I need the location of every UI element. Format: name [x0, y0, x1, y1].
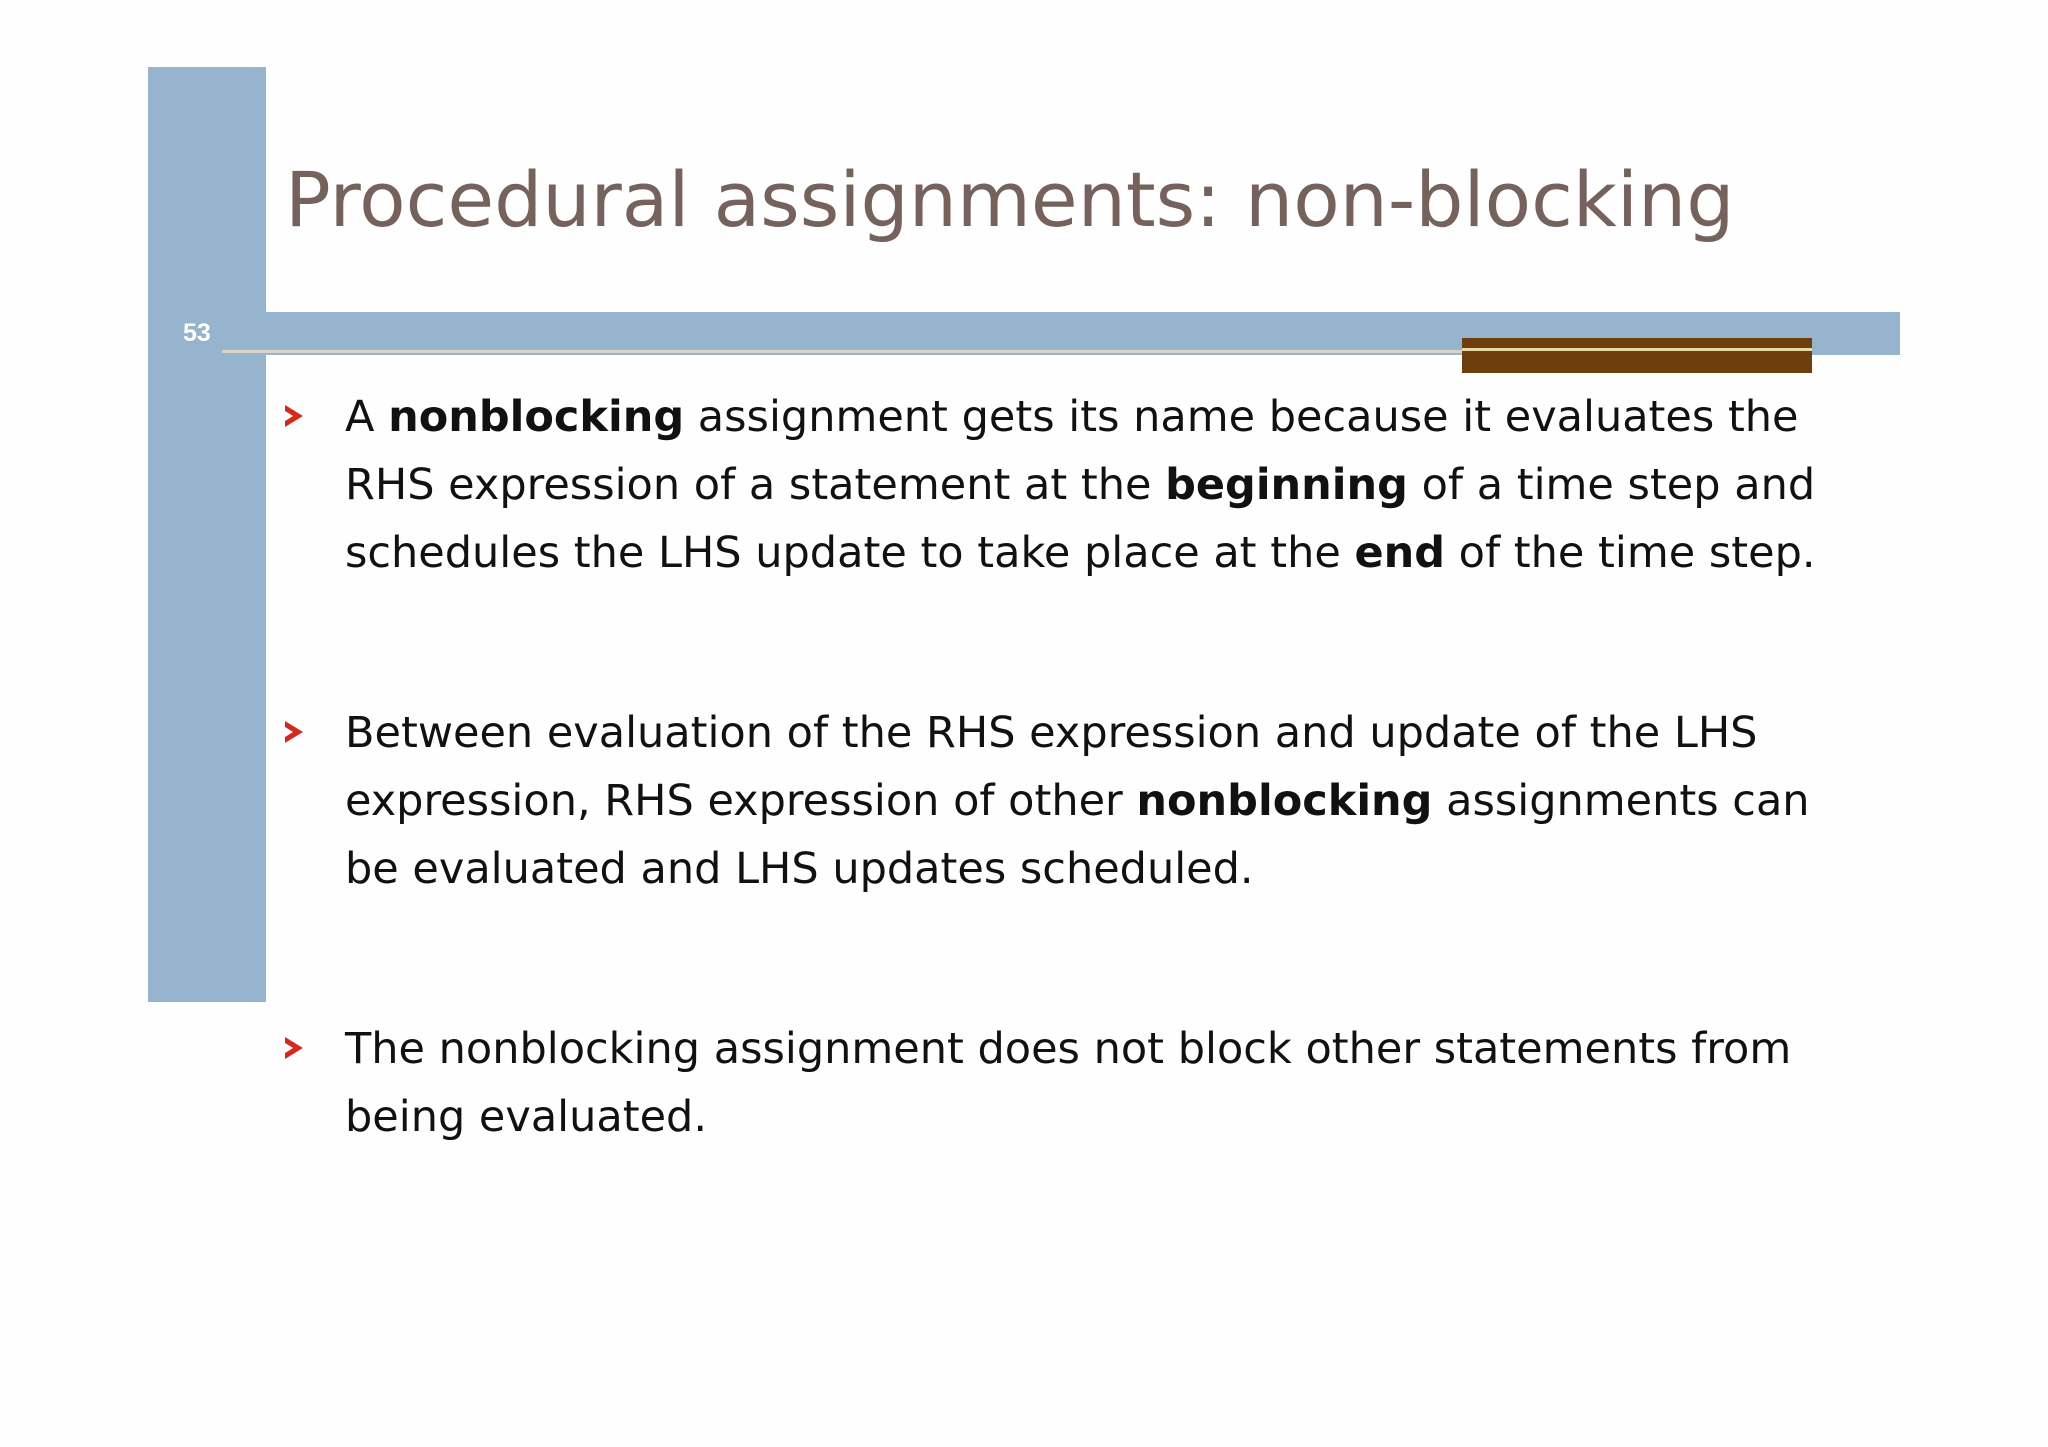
bullet-segment: A	[345, 392, 389, 442]
bullet-segment-bold: nonblocking	[388, 392, 685, 442]
bullet-item	[285, 383, 1825, 587]
bullet-item	[285, 1015, 1825, 1151]
bullet-segment-bold: end	[1354, 528, 1446, 578]
slide-title: Procedural assignments: non-blocking	[285, 155, 1735, 244]
left-accent-bar	[148, 67, 266, 1002]
bullet-segment-bold: nonblocking	[1136, 776, 1433, 826]
brown-accent-stripe	[1462, 348, 1812, 351]
arrow-bullet-icon	[285, 1037, 303, 1059]
bullet-segment-bold: beginning	[1165, 460, 1408, 510]
bullet-item	[285, 699, 1825, 903]
bullet-text	[345, 392, 1816, 578]
bullet-text	[345, 1024, 1791, 1142]
arrow-bullet-icon	[285, 405, 303, 427]
brown-accent-block	[1462, 338, 1812, 373]
bullet-segment: assignment gets its name because it evaluates the RHS expression of a statement at the	[345, 392, 1799, 510]
bullet-list	[285, 383, 1825, 1151]
slide-number: 53	[183, 319, 211, 347]
bullet-segment: assignments can be evaluated and LHS updates scheduled.	[345, 776, 1810, 894]
arrow-bullet-icon	[285, 721, 303, 743]
title-divider-line	[222, 350, 1462, 353]
bullet-segment: The nonblocking assignment does not block other statements from being evaluated.	[345, 1024, 1792, 1142]
bullet-segment: of the time step.	[1445, 528, 1816, 578]
bullet-segment: Between evaluation of the RHS expression and update of the LHS expression, RHS expression of other	[345, 708, 1758, 826]
bullet-segment: of a time step and schedules the LHS update to take place at the	[345, 460, 1816, 578]
bullet-text	[345, 708, 1810, 894]
